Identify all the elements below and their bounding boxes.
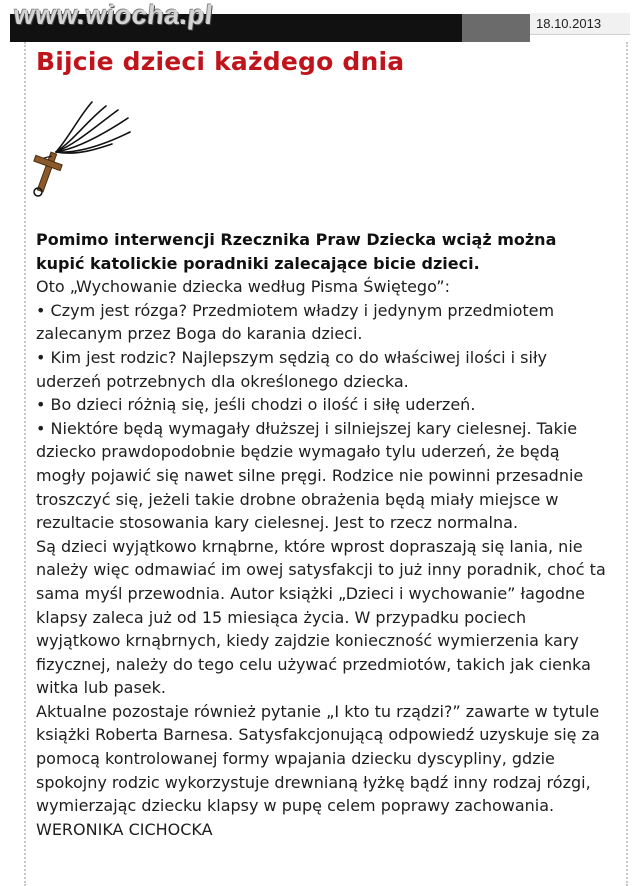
article-author: WERONIKA CICHOCKA — [36, 819, 213, 839]
article-title: Bijcie dzieci każdego dnia — [36, 47, 405, 76]
site-watermark[interactable]: www.wiocha.pl — [12, 0, 215, 30]
article-paragraph: Aktualne pozostaje również pytanie „I kto tu rządzi?” zawarte w tytule książki Roberta Barnesa. Satysfakcjonującą odpowiedź uzyskuje się za pomocą kontrolowanej formy wpajania dziecku dyscypliny, gdzie spokojny rodzic wykorzystuje drewnianą łyżkę bądź inny rodzaj rózgi, wymierzając dziecku klapsy w pupę celem poprawy zachowania. — [36, 701, 600, 816]
article-paragraph: Oto „Wychowanie dziecka według Pisma Świętego”: — [36, 277, 450, 297]
bullet-item: • Bo dzieci różnią się, jeśli chodzi o ilość i siłę uderzeń. — [36, 395, 476, 415]
bullet-item: • Niektóre będą wymagały dłuższej i silniejszej kary cielesnej. Takie dziecko prawdopodobnie będzie wymagało tylu uderzeń, że będą mogły pojawić się nawet silne pręgi. Rodzice nie powinni przesadnie troszczyć się, jeżeli takie drobne obrażenia będą miały miejsce w rezultacie stosowania kary cielesnej. Jest to rzecz normalna. — [36, 418, 584, 533]
article-lead: Pomimo interwencji Rzecznika Praw Dziecka wciąż można kupić katolickie poradniki zalecające bicie dzieci. — [36, 230, 557, 273]
site-header — [0, 0, 640, 44]
article-paragraph: Są dzieci wyjątkowo krnąbrne, które wprost dopraszają się lania, nie należy więc odmawiać im owej satysfakcji to już inny poradnik, choć ta sama myśl przewodnia. Autor książki „Dzieci i wychowanie” łagodne klapsy zaleca już od 15 miesiąca życia. W przypadku pociech wyjątkowo krnąbrnych, kiedy zajdzie konieczność wymierzenia kary fizycznej, należy do tego celu używać przedmiotów, takich jak cienka witka lub pasek. — [36, 536, 606, 698]
header-bar-accent — [462, 14, 530, 42]
publish-date: 18.10.2013 — [530, 13, 630, 35]
bullet-item: • Czym jest rózga? Przedmiotem władzy i jedynym przedmiotem zalecanym przez Boga do karania dzieci. — [36, 300, 555, 344]
article-body — [36, 228, 608, 841]
bullet-item: • Kim jest rodzic? Najlepszym sędzią co do właściwej ilości i siły uderzeń potrzebnych dla określonego dziecka. — [36, 347, 547, 391]
cross-whip-icon — [30, 96, 140, 200]
